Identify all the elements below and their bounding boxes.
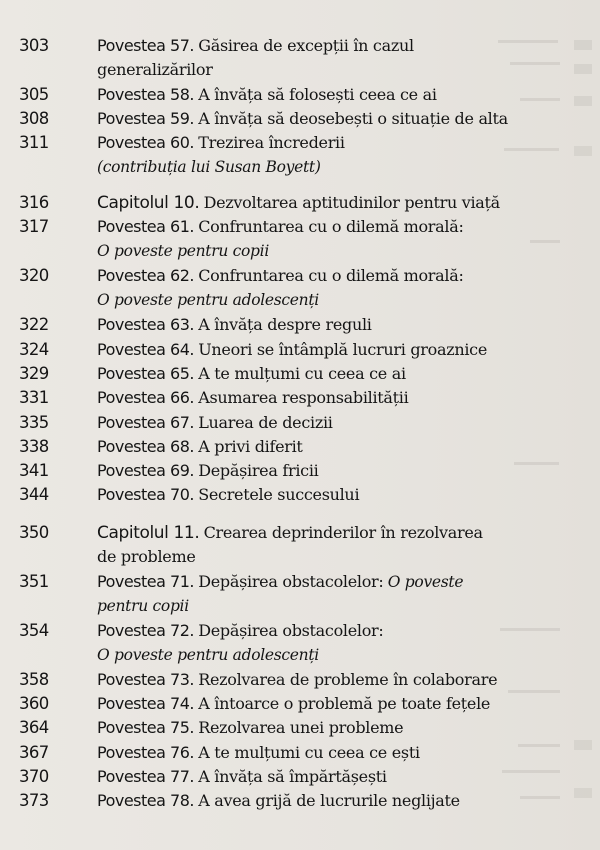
story-number: Povestea 67. [97,413,194,432]
story-note: pentru copii [97,597,189,615]
story-number: Povestea 64. [97,340,194,359]
page-number: 316 [19,193,49,212]
story-number: Povestea 62. [97,266,194,285]
story-title: Rezolvarea unei probleme [198,718,404,737]
story-number: Povestea 78. [97,791,194,810]
page-number: 303 [19,36,49,55]
chapter-title: Crearea deprinderilor în rezolvarea [203,523,483,542]
story-title: A întoarce o problemă pe toate fețele [198,694,491,713]
story-number: Povestea 69. [97,461,194,480]
story-title: Depășirea fricii [198,461,319,480]
story-title: A învăța despre reguli [198,315,372,334]
chapter-label: Capitolul 10. [97,193,200,213]
story-title: A te mulțumi cu ceea ce ești [198,743,420,762]
story-title: A te mulțumi cu ceea ce ai [198,364,406,383]
story-number: Povestea 63. [97,315,194,334]
story-note: O poveste pentru adolescenți [97,646,319,664]
story-number: Povestea 73. [97,670,194,689]
story-number: Povestea 71. [97,572,194,591]
story-note: (contribuția lui Susan Boyett) [97,158,321,176]
page-number: 324 [19,340,49,359]
story-title: Rezolvarea de probleme în colaborare [198,670,498,689]
page-number: 354 [19,621,49,640]
story-title: Găsirea de excepții în cazul [198,36,414,55]
story-title: Asumarea responsabilității [198,388,409,407]
story-title-continued: generalizărilor [97,60,213,79]
story-title: A învăța să deosebești o situație de alta [198,109,508,128]
story-title: Luarea de decizii [198,413,333,432]
story-title: A privi diferit [198,437,303,456]
page-number: 364 [19,718,49,737]
story-number: Povestea 65. [97,364,194,383]
story-number: Povestea 68. [97,437,194,456]
page-number: 367 [19,743,49,762]
chapter-title-continued: de probleme [97,547,196,566]
chapter-label: Capitolul 11. [97,523,200,543]
story-title: Trezirea încrederii [198,133,345,152]
page-number: 373 [19,791,49,810]
story-number: Povestea 70. [97,485,194,504]
page-number: 308 [19,109,49,128]
page-number: 320 [19,266,49,285]
page-number: 322 [19,315,49,334]
page-number: 341 [19,461,49,480]
story-title: A învăța să împărtășești [198,767,387,786]
page-number: 338 [19,437,49,456]
page-number: 351 [19,572,49,591]
story-title: Depășirea obstacolelor: [198,621,384,640]
page-number: 344 [19,485,49,504]
chapter-title: Dezvoltarea aptitudinilor pentru viață [203,193,500,212]
page-number: 305 [19,85,49,104]
story-title: A avea grijă de lucrurile neglijate [198,791,460,810]
story-number: Povestea 74. [97,694,194,713]
story-title: Depășirea obstacolelor: [198,572,384,591]
story-note: O poveste pentru adolescenți [97,291,319,309]
page-number: 329 [19,364,49,383]
page-number: 370 [19,767,49,786]
story-title: Secretele succesului [198,485,360,504]
story-title: A învăța să folosești ceea ce ai [198,85,437,104]
story-number: Povestea 61. [97,217,194,236]
page-number: 350 [19,523,49,542]
page-number: 331 [19,388,49,407]
story-number: Povestea 72. [97,621,194,640]
page-number: 311 [19,133,49,152]
page-number: 335 [19,413,49,432]
story-title: Confruntarea cu o dilemă morală: [198,217,464,236]
page-number: 317 [19,217,49,236]
story-title: Uneori se întâmplă lucruri groaznice [198,340,488,359]
story-number: Povestea 76. [97,743,194,762]
story-note: O poveste pentru copii [97,242,269,260]
story-title-italic: O poveste [387,573,464,591]
story-number: Povestea 75. [97,718,194,737]
story-number: Povestea 66. [97,388,194,407]
story-number: Povestea 58. [97,85,194,104]
story-number: Povestea 57. [97,36,194,55]
story-number: Povestea 77. [97,767,194,786]
page-number: 358 [19,670,49,689]
page-number: 360 [19,694,49,713]
story-title: Confruntarea cu o dilemă morală: [198,266,464,285]
story-number: Povestea 60. [97,133,194,152]
story-number: Povestea 59. [97,109,194,128]
